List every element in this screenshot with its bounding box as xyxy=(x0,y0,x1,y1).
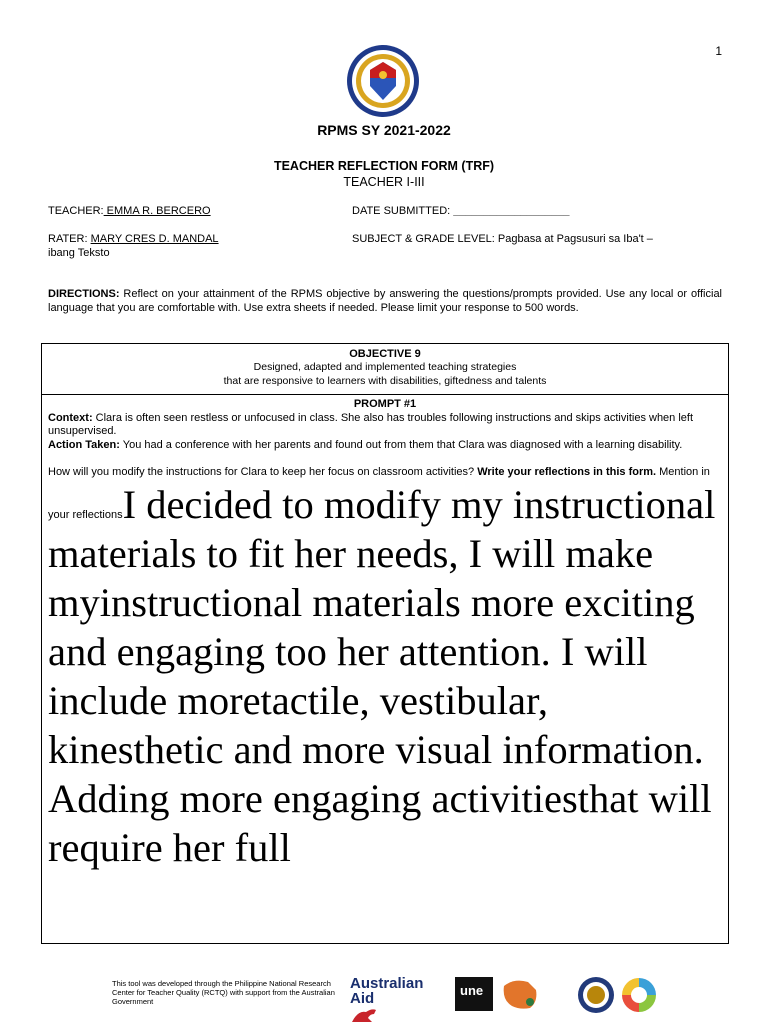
rctq-logo xyxy=(619,976,659,1014)
directions xyxy=(48,288,722,315)
aid-line-2: Aid xyxy=(350,990,375,1007)
context-text: Clara is often seen restless or unfocused in class. She also has troubles following instructions and skips activities when left unsupervised. xyxy=(48,411,694,437)
deped-seal-logo xyxy=(346,44,420,118)
directions-label: DIRECTIONS: xyxy=(48,288,120,300)
subject-value: Pagbasa at Pagsusuri sa Iba't – xyxy=(497,233,653,245)
objective-section xyxy=(42,344,728,395)
smerr-map-logo xyxy=(500,976,540,1012)
reflection-answer: I decided to modify my instructional materials to fit her needs, I will make myinstructional materials more exciting and engaging too her attention. I will include moretactile, vestibular, kinesthetic and more visual information. Adding more engaging activitiesthat will require her full xyxy=(48,481,716,870)
question-text: How will you modify the instructions for Clara to keep her focus on classroom activities? xyxy=(48,466,478,478)
form-title: TEACHER REFLECTION FORM (TRF) xyxy=(273,159,495,173)
objective-heading: OBJECTIVE 9 xyxy=(349,348,421,360)
une-logo-text: une xyxy=(460,983,484,998)
kangaroo-icon xyxy=(350,1006,380,1024)
action-text: You had a conference with her parents and found out from them that Clara was diagnosed with a learning disability. xyxy=(119,438,683,451)
teacher-label: TEACHER: xyxy=(48,205,104,217)
rater-name: MARY CRES D. MANDAL xyxy=(90,233,219,245)
directions-text: Reflect on your attainment of the RPMS objective by answering the questions/prompts provided. Use any local or official language that you are comfortable with. Use extra sheets if needed. Please limit your response to 500 words. xyxy=(48,288,722,314)
footer-note: This tool was developed through the Philippine National Research Center for Teacher Quality (RCTQ) with support from the Australian Government xyxy=(112,979,335,1006)
rater-label: RATER: xyxy=(48,233,88,245)
prompt-section xyxy=(48,398,722,872)
action-paragraph xyxy=(48,439,722,453)
action-label: Action Taken: xyxy=(48,438,120,451)
date-label: DATE SUBMITTED: xyxy=(352,205,451,217)
question-instruction: Write your reflections in this form. xyxy=(477,466,657,478)
context-paragraph xyxy=(48,412,722,439)
date-row xyxy=(352,204,570,218)
rater-row xyxy=(48,232,219,246)
mention-text: Mention in your reflections xyxy=(48,466,710,521)
page-title: RPMS SY 2021-2022 xyxy=(317,122,451,138)
aid-line-1: Australian xyxy=(350,975,424,992)
objective-line-2: that are responsive to learners with disabilities, giftedness and talents xyxy=(223,375,547,387)
date-value: ___________________ xyxy=(453,205,570,217)
page-number: 1 xyxy=(715,44,722,58)
subject-label: SUBJECT & GRADE LEVEL: xyxy=(352,233,495,245)
teacher-name: EMMA R. BERCERO xyxy=(103,205,211,217)
reflection-box xyxy=(41,343,729,944)
teacher-row xyxy=(48,204,211,218)
subject-value-continued: ibang Teksto xyxy=(48,247,110,259)
objective-line-1: Designed, adapted and implemented teaching strategies xyxy=(253,361,517,373)
question-and-answer xyxy=(48,466,722,872)
une-logo xyxy=(455,977,493,1011)
form-subtitle: TEACHER I-III xyxy=(343,175,425,189)
subject-row xyxy=(352,232,653,246)
prompt-heading: PROMPT #1 xyxy=(353,398,417,410)
university-seal-logo xyxy=(577,976,615,1014)
australian-aid-logo xyxy=(350,976,423,1029)
context-label: Context: xyxy=(48,411,93,424)
